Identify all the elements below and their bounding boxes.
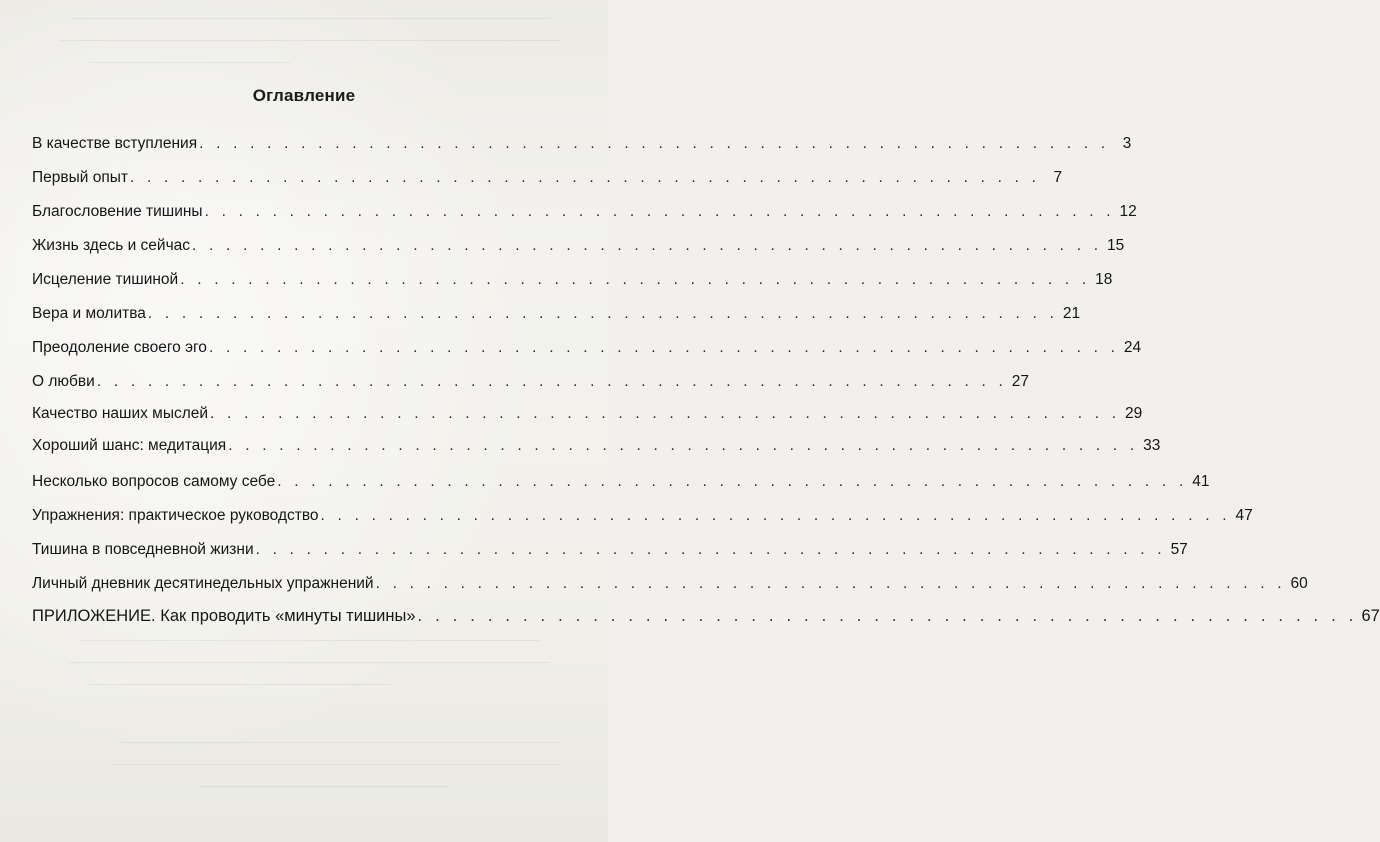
toc-leader-dots: . . . . . . . . . . . . . . . . . . . . . . . . . . . . . . . . . . . . . . . . . . . . . . . . . . . . . . <box>320 507 1231 524</box>
toc-entry-label: ПРИЛОЖЕНИЕ. Как проводить «минуты тишины» <box>32 607 416 625</box>
toc-leader-dots: . . . . . . . . . . . . . . . . . . . . . . . . . . . . . . . . . . . . . . . . . . . . . . . . . . . . . . <box>210 405 1121 422</box>
toc-entry[interactable] <box>32 606 1380 626</box>
toc-leader-dots: . . . . . . . . . . . . . . . . . . . . . . . . . . . . . . . . . . . . . . . . . . . . . . . . . . . . . . <box>204 203 1115 220</box>
toc-page-number: 47 <box>1235 507 1253 524</box>
toc-entry[interactable] <box>32 540 1188 560</box>
toc-entry[interactable] <box>32 168 1063 188</box>
toc-entry[interactable] <box>32 404 1143 424</box>
toc-leader-dots: . . . . . . . . . . . . . . . . . . . . . . . . . . . . . . . . . . . . . . . . . . . . . . . . . . . . . . <box>129 169 1041 186</box>
toc-leader-dots: . . . . . . . . . . . . . . . . . . . . . . . . . . . . . . . . . . . . . . . . . . . . . . . . . . . . . . <box>147 305 1059 322</box>
toc-entry[interactable] <box>32 338 1142 358</box>
toc-page-number: 67 <box>1361 607 1380 625</box>
toc-page-number: 29 <box>1124 405 1143 422</box>
toc-leader-dots: . . . . . . . . . . . . . . . . . . . . . . . . . . . . . . . . . . . . . . . . . . . . . . . . . . . . . . <box>228 437 1139 454</box>
toc-entry[interactable] <box>32 574 1308 594</box>
toc-page-number: 41 <box>1192 473 1210 490</box>
toc-leader-dots: . . . . . . . . . . . . . . . . . . . . . . . . . . . . . . . . . . . . . . . . . . . . . . . . . . . . . . <box>255 541 1166 558</box>
toc-leader-dots: . . . . . . . . . . . . . . . . . . . . . . . . . . . . . . . . . . . . . . . . . . . . . . . . . . . . . . <box>208 339 1120 356</box>
toc-leader-dots: . . . . . . . . . . . . . . . . . . . . . . . . . . . . . . . . . . . . . . . . . . . . . . . . . . . . . . <box>96 373 1007 390</box>
toc-entry-label: Несколько вопросов самому себе <box>32 473 276 490</box>
toc-entry-label: О любви <box>32 373 95 390</box>
toc-entry[interactable] <box>32 372 1029 392</box>
toc-entry-label: Исцеление тишиной <box>32 271 179 288</box>
toc-page-number: 3 <box>1122 135 1132 152</box>
toc-entry[interactable] <box>32 236 1125 256</box>
toc-entry[interactable] <box>32 134 1132 154</box>
toc-page-number: 21 <box>1062 305 1081 322</box>
toc-entry-label: В качестве вступления <box>32 135 198 152</box>
toc-entry-label: Упражнения: практическое руководство <box>32 507 319 524</box>
toc-entry-label: Личный дневник десятинедельных упражнений <box>32 575 374 592</box>
toc-leader-dots: . . . . . . . . . . . . . . . . . . . . . . . . . . . . . . . . . . . . . . . . . . . . . . . . . . . . . . <box>375 575 1286 592</box>
toc-entry[interactable] <box>32 472 1210 492</box>
toc-entry[interactable] <box>32 202 1137 222</box>
toc-page-number: 24 <box>1123 339 1142 356</box>
toc-page-number: 7 <box>1053 169 1063 186</box>
toc-entry-label: Первый опыт <box>32 169 128 186</box>
toc-entry-label: Вера и молитва <box>32 305 146 322</box>
toc-page-number: 12 <box>1119 203 1137 220</box>
toc-page-number: 15 <box>1106 237 1125 254</box>
toc-entry-label: Хороший шанс: медитация <box>32 437 227 454</box>
toc-leader-dots: . . . . . . . . . . . . . . . . . . . . . . . . . . . . . . . . . . . . . . . . . . . . . . . . . . . . . . <box>180 271 1091 288</box>
toc-entry-label: Тишина в повседневной жизни <box>32 541 254 558</box>
toc-leader-dots: . . . . . . . . . . . . . . . . . . . . . . . . . . . . . . . . . . . . . . . . . . . . . . . . . . . . . . <box>417 607 1358 625</box>
toc-entry-label: Качество наших мыслей <box>32 405 209 422</box>
toc-entry-label: Преодоление своего эго <box>32 339 207 356</box>
toc-entry[interactable] <box>32 304 1081 324</box>
toc-page-number: 33 <box>1143 437 1161 454</box>
toc-entry-label: Благословение тишины <box>32 203 203 220</box>
toc-leader-dots: . . . . . . . . . . . . . . . . . . . . . . . . . . . . . . . . . . . . . . . . . . . . . . . . . . . . . . <box>192 237 1103 254</box>
toc-page-number: 60 <box>1290 575 1308 592</box>
toc-page-number: 18 <box>1095 271 1113 288</box>
toc-leader-dots: . . . . . . . . . . . . . . . . . . . . . . . . . . . . . . . . . . . . . . . . . . . . . . . . . . . . . . <box>277 473 1188 490</box>
toc-leader-dots: . . . . . . . . . . . . . . . . . . . . . . . . . . . . . . . . . . . . . . . . . . . . . . . . . . . . . . <box>199 135 1110 152</box>
toc-entry-label: Жизнь здесь и сейчас <box>32 237 191 254</box>
toc-title: Оглавление <box>252 86 356 105</box>
toc-entry[interactable] <box>32 270 1113 290</box>
toc-entry[interactable] <box>32 436 1161 456</box>
toc-page-number: 27 <box>1011 373 1029 390</box>
toc-page-number: 57 <box>1170 541 1188 558</box>
toc-entry[interactable] <box>32 506 1253 526</box>
